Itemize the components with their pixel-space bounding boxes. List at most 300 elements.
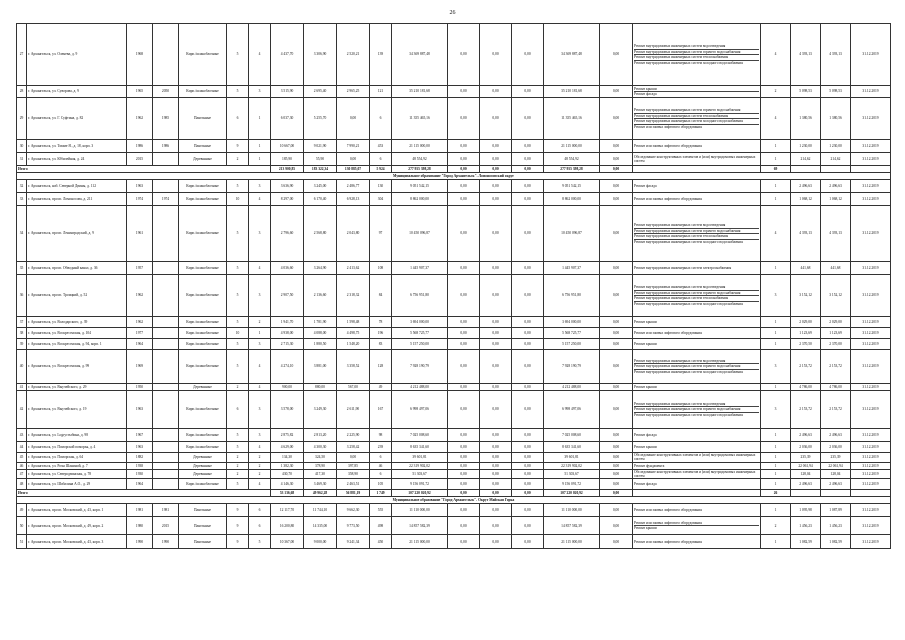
cell-cost: 1 445 907,37: [392, 262, 448, 275]
work-item: Ремонт внутридомовых инженерных систем горячего водоснабжения: [634, 108, 759, 114]
cell-f2: 0,00: [480, 462, 512, 469]
cell-f5: 0,00: [600, 275, 633, 317]
cell-a3: 2 486,77: [337, 180, 370, 193]
cell-f1: 0,00: [448, 193, 480, 206]
cell-year1: 1961: [127, 206, 153, 262]
cell-cost: 21 115 000,00: [392, 140, 448, 153]
cell-f4: 22 319 902,02: [544, 462, 600, 469]
cell-f3: 0,00: [512, 193, 544, 206]
work-item: Ремонт внутридомовых инженерных систем теплоснабжения: [634, 114, 759, 120]
cell-f5: 0,00: [600, 193, 633, 206]
cell-no: 33: [17, 193, 27, 206]
cell-date: 31.12.2019: [851, 479, 891, 490]
cell-addr: г. Архангельск, просп. Ленинградский, д. 9: [27, 206, 127, 262]
cell-f5: 0,00: [600, 384, 633, 391]
cell-fl: 9: [227, 504, 249, 517]
cell-a2: 3 469,30: [304, 479, 337, 490]
cell-f1: 0,00: [448, 140, 480, 153]
cell-no: 37: [17, 317, 27, 328]
cell-a2: 3 245,00: [304, 180, 337, 193]
cell-year1: 1962: [127, 317, 153, 328]
cell-lim: 2 153,72: [821, 350, 851, 384]
cell-lim: 22 061,94: [821, 462, 851, 469]
cell-cost: 7 928 190,79: [392, 350, 448, 384]
cell-u: 2: [761, 517, 791, 535]
cell-date: 31.12.2019: [851, 317, 891, 328]
cell-f5: 0,00: [600, 317, 633, 328]
cell-f2: 0,00: [480, 442, 512, 453]
cell-cost: 22 319 902,02: [392, 462, 448, 469]
table-row: [17, 429, 891, 442]
work-item: Ремонт внутридомовых инженерных систем холодного водоснабжения: [634, 60, 743, 65]
cell-no: 51: [17, 535, 27, 549]
cell-no: 29: [17, 98, 27, 140]
cell-f1: 0,00: [448, 391, 480, 429]
cell-fl: 5: [227, 24, 249, 86]
cell-addr: г. Архангельск, ул. Воскресенская, д. 94, корп. 1: [27, 339, 127, 350]
cell-date: 31.12.2019: [851, 384, 891, 391]
cell-f2: 0,00: [480, 469, 512, 479]
cell-year1: 1969: [127, 350, 153, 384]
work-item: Ремонт или замена лифтового оборудования: [634, 196, 702, 201]
cell-wall: Кирп./шлакоблочные: [179, 429, 227, 442]
cell-a1: 6 037,30: [271, 98, 304, 140]
table-row: [17, 206, 891, 262]
cell-a1: 1 941,70: [271, 317, 304, 328]
cell-no: 35: [17, 262, 27, 275]
cell-f4: 10 450 096,87: [544, 206, 600, 262]
cell-fl: 5: [227, 86, 249, 98]
work-item: Ремонт внутридомовых инженерных систем холодного водоснабжения: [634, 369, 743, 374]
register-body: [17, 24, 891, 549]
total-cell-f3: 0,00: [512, 490, 544, 497]
cell-year2: [153, 206, 179, 262]
cell-a1: 185,90: [271, 153, 304, 166]
cell-lim: 2 153,72: [821, 391, 851, 429]
cell-fl: 5: [227, 180, 249, 193]
cell-f3: 0,00: [512, 206, 544, 262]
cell-f5: 0,00: [600, 462, 633, 469]
cell-lim: 2 496,63: [821, 429, 851, 442]
cell-date: 31.12.2019: [851, 180, 891, 193]
cell-works: [633, 453, 761, 463]
cell-f5: 0,00: [600, 24, 633, 86]
work-item: Ремонт внутридомовых инженерных систем теплоснабжения: [634, 296, 759, 302]
cell-en: 4: [249, 24, 271, 86]
total-cell-units: 26: [761, 490, 791, 497]
cell-year1: 1974: [127, 193, 153, 206]
cell-f1: 0,00: [448, 384, 480, 391]
cell-addr: г. Архангельск, ул. Володарского, д. 39: [27, 317, 127, 328]
work-item: Ремонт внутридомовых инженерных систем водоотведения: [634, 223, 759, 229]
cell-lim: 2 036,00: [821, 442, 851, 453]
work-item: Ремонт внутридомовых инженерных систем водоотведения: [634, 359, 759, 365]
cell-year2: 1981: [153, 504, 179, 517]
cell-f4: 9 051 542,15: [544, 180, 600, 193]
cell-f1: 0,00: [448, 206, 480, 262]
cell-uc: 1 380,56: [791, 98, 821, 140]
cell-en: 4: [249, 384, 271, 391]
cell-f3: 0,00: [512, 98, 544, 140]
cell-wall: Кирп./шлакоблочные: [179, 339, 227, 350]
cell-works: [633, 206, 761, 262]
cell-uc: 1 123,69: [791, 328, 821, 339]
cell-en: 1: [249, 140, 271, 153]
cell-lim: 214,62: [821, 153, 851, 166]
cell-cost: 9 051 542,15: [392, 180, 448, 193]
cell-fl: 5: [227, 339, 249, 350]
cell-fl: 6: [227, 391, 249, 429]
cell-uc: 2 153,72: [791, 391, 821, 429]
cell-res: 84: [370, 275, 392, 317]
cell-f3: 0,00: [512, 24, 544, 86]
cell-f4: 5 568 725,77: [544, 328, 600, 339]
cell-lim: 1 230,00: [821, 140, 851, 153]
cell-addr: г. Архангельск, ул. Тимме Я., д. 18, корп. 3: [27, 140, 127, 153]
cell-no: 45: [17, 453, 27, 463]
cell-f2: 0,00: [480, 317, 512, 328]
work-item: Ремонт крыши: [634, 526, 657, 531]
cell-works: [633, 317, 761, 328]
cell-f5: 0,00: [600, 328, 633, 339]
cell-works: [633, 24, 761, 86]
cell-f3: 0,00: [512, 317, 544, 328]
cell-f5: 0,00: [600, 442, 633, 453]
cell-u: 4: [761, 24, 791, 86]
cell-f2: 0,00: [480, 275, 512, 317]
total-cell-f1: 0,00: [448, 490, 480, 497]
cell-addr: г. Архангельск, ул. Воскресенская, д. 99: [27, 350, 127, 384]
work-item: Ремонт внутридомовых инженерных систем водоотведения: [634, 402, 759, 408]
cell-f2: 0,00: [480, 429, 512, 442]
cell-f5: 0,00: [600, 206, 633, 262]
table-row: [17, 317, 891, 328]
cell-u: 1: [761, 442, 791, 453]
total-cell-cost: 107 220 020,92: [392, 490, 448, 497]
work-item: Ремонт фасада: [634, 183, 657, 188]
cell-works: [633, 384, 761, 391]
cell-no: 49: [17, 504, 27, 517]
cell-uc: 22 061,94: [791, 462, 821, 469]
cell-year2: [153, 328, 179, 339]
cell-date: 31.12.2019: [851, 275, 891, 317]
cell-a3: 0,00: [337, 153, 370, 166]
cell-f5: 0,00: [600, 86, 633, 98]
total-cell-empty: [821, 490, 851, 497]
cell-year2: [153, 479, 179, 490]
table-row: [17, 535, 891, 549]
cell-fl: 9: [227, 517, 249, 535]
cell-wall: Кирп./шлакоблочные: [179, 317, 227, 328]
cell-uc: 4 393,13: [791, 206, 821, 262]
cell-addr: г. Архангельск, ул. Северодвинская, д. 78: [27, 469, 127, 479]
cell-uc: 214,62: [791, 153, 821, 166]
cell-en: 2: [249, 453, 271, 463]
cell-f2: 0,00: [480, 262, 512, 275]
cell-year1: 1977: [127, 328, 153, 339]
cell-cost: 35 210 181,68: [392, 86, 448, 98]
cell-no: 32: [17, 180, 27, 193]
cell-works: [633, 535, 761, 549]
cell-uc: 1 068,12: [791, 193, 821, 206]
cell-addr: г. Архангельск, просп. Обводный канал, д. 36: [27, 262, 127, 275]
cell-year1: 1962: [127, 98, 153, 140]
cell-a1: 12 117,70: [271, 504, 304, 517]
cell-a3: 0,00: [337, 98, 370, 140]
cell-f2: 0,00: [480, 339, 512, 350]
cell-cost: 9 156 091,72: [392, 479, 448, 490]
cell-f4: 4 212 488,00: [544, 384, 600, 391]
cell-year2: 2015: [153, 517, 179, 535]
cell-fl: 5: [227, 442, 249, 453]
cell-date: 31.12.2019: [851, 153, 891, 166]
total-cell-cost: 277 955 398,28: [392, 166, 448, 173]
cell-cost: 21 115 000,00: [392, 535, 448, 549]
cell-year2: [153, 429, 179, 442]
cell-date: 31.12.2019: [851, 86, 891, 98]
cell-a3: 2 413,62: [337, 262, 370, 275]
cell-works: [633, 86, 761, 98]
cell-a1: 3 636,90: [271, 180, 304, 193]
cell-a2: 4 088,00: [304, 328, 337, 339]
cell-works: [633, 462, 761, 469]
cell-u: 4: [761, 98, 791, 140]
total-row: [17, 490, 891, 497]
cell-date: 31.12.2019: [851, 262, 891, 275]
cell-f5: 0,00: [600, 479, 633, 490]
cell-date: 31.12.2019: [851, 98, 891, 140]
cell-a3: 2 965,25: [337, 86, 370, 98]
cell-cost: 5 568 725,77: [392, 328, 448, 339]
cell-lim: 4 786,00: [821, 384, 851, 391]
cell-f5: 0,00: [600, 504, 633, 517]
cell-wall: Кирп./шлакоблочные: [179, 206, 227, 262]
cell-a3: 2 225,90: [337, 429, 370, 442]
cell-u: 1: [761, 535, 791, 549]
cell-a1: 10 367,00: [271, 535, 304, 549]
total-cell-res: 5 924: [370, 166, 392, 173]
cell-f4: 35 210 181,68: [544, 86, 600, 98]
cell-lim: 1 380,56: [821, 98, 851, 140]
cell-fl: 5: [227, 479, 249, 490]
cell-f2: 0,00: [480, 504, 512, 517]
cell-wall: Кирп./шлакоблочные: [179, 328, 227, 339]
cell-a2: 324,50: [304, 453, 337, 463]
cell-no: 40: [17, 350, 27, 384]
table-row: [17, 193, 891, 206]
table-row: [17, 339, 891, 350]
total-cell-a1: 213 900,85: [271, 166, 304, 173]
cell-res: 98: [370, 429, 392, 442]
cell-uc: 2 029,00: [791, 317, 821, 328]
cell-fl: 5: [227, 350, 249, 384]
cell-date: 31.12.2019: [851, 462, 891, 469]
cell-uc: 1 082,59: [791, 535, 821, 549]
cell-wall: Кирп./шлакоблочные: [179, 442, 227, 453]
cell-no: 36: [17, 275, 27, 317]
cell-u: 2: [761, 86, 791, 98]
cell-a1: 4 036,60: [271, 262, 304, 275]
cell-f2: 0,00: [480, 24, 512, 86]
cell-f1: 0,00: [448, 535, 480, 549]
cell-wall: Панельные: [179, 535, 227, 549]
total-cell-f4: 107 220 020,92: [544, 490, 600, 497]
cell-cost: 14 857 582,39: [392, 517, 448, 535]
cell-a1: 1 382,30: [271, 462, 304, 469]
cell-date: 31.12.2019: [851, 391, 891, 429]
cell-en: 1: [249, 328, 271, 339]
cell-lim: 128,04: [821, 469, 851, 479]
cell-year1: 1963: [127, 442, 153, 453]
cell-a1: 4 629,00: [271, 442, 304, 453]
total-cell-works: [633, 490, 761, 497]
cell-f1: 0,00: [448, 517, 480, 535]
table-row: [17, 391, 891, 429]
cell-a2: 3 881,00: [304, 350, 337, 384]
cell-cost: 4 212 488,00: [392, 384, 448, 391]
cell-f3: 0,00: [512, 517, 544, 535]
cell-f4: 7 025 008,60: [544, 429, 600, 442]
cell-year1: 1980: [127, 517, 153, 535]
cell-works: [633, 339, 761, 350]
cell-u: 3: [761, 350, 791, 384]
cell-a1: 2 715,30: [271, 339, 304, 350]
cell-f3: 0,00: [512, 453, 544, 463]
cell-f3: 0,00: [512, 275, 544, 317]
cell-a2: 2 568,80: [304, 206, 337, 262]
cell-f1: 0,00: [448, 462, 480, 469]
cell-u: 1: [761, 504, 791, 517]
cell-f3: 0,00: [512, 429, 544, 442]
cell-res: 450: [370, 535, 392, 549]
total-cell-empty: [791, 166, 821, 173]
cell-f5: 0,00: [600, 262, 633, 275]
total-cell-a3: 130 885,07: [337, 166, 370, 173]
cell-addr: г. Архангельск, ул. Поморская, д. 64: [27, 453, 127, 463]
cell-date: 31.12.2019: [851, 24, 891, 86]
work-item: Ремонт внутридомовых инженерных систем горячего водоснабжения: [634, 50, 759, 56]
cell-f3: 0,00: [512, 350, 544, 384]
cell-f5: 0,00: [600, 453, 633, 463]
cell-a3: 9 773,50: [337, 517, 370, 535]
cell-u: 1: [761, 153, 791, 166]
cell-u: 1: [761, 317, 791, 328]
total-cell-f1: 0,00: [448, 166, 480, 173]
table-row: [17, 180, 891, 193]
cell-res: 46: [370, 462, 392, 469]
cell-works: [633, 98, 761, 140]
cell-en: 3: [249, 275, 271, 317]
cell-u: 1: [761, 328, 791, 339]
cell-f5: 0,00: [600, 391, 633, 429]
cell-wall: Панельные: [179, 517, 227, 535]
cell-f3: 0,00: [512, 328, 544, 339]
total-cell-empty: [791, 490, 821, 497]
table-row: [17, 262, 891, 275]
cell-a3: 0,00: [337, 453, 370, 463]
cell-f5: 0,00: [600, 339, 633, 350]
cell-f3: 0,00: [512, 153, 544, 166]
cell-lim: 2 370,00: [821, 339, 851, 350]
cell-cost: 34 369 887,48: [392, 24, 448, 86]
cell-u: 1: [761, 384, 791, 391]
work-item: Ремонт крыши: [634, 87, 759, 93]
cell-date: 31.12.2019: [851, 193, 891, 206]
cell-wall: Деревянные: [179, 462, 227, 469]
cell-no: 30: [17, 140, 27, 153]
cell-wall: Деревянные: [179, 469, 227, 479]
cell-a2: 417,30: [304, 469, 337, 479]
table-row: [17, 350, 891, 384]
cell-res: 6: [370, 453, 392, 463]
total-cell-f5: 0,00: [600, 490, 633, 497]
cell-f1: 0,00: [448, 275, 480, 317]
cell-cost: 48 554,92: [392, 153, 448, 166]
cell-en: 1: [249, 153, 271, 166]
cell-f2: 0,00: [480, 479, 512, 490]
cell-u: 4: [761, 206, 791, 262]
work-item: Ремонт внутридомовых инженерных систем холодного водоснабжения: [634, 239, 743, 244]
cell-wall: Кирп./шлакоблочные: [179, 193, 227, 206]
cell-a3: 3 358,52: [337, 350, 370, 384]
cell-year2: [153, 391, 179, 429]
cell-year2: [153, 275, 179, 317]
cell-year2: [153, 453, 179, 463]
cell-wall: Кирп./шлакоблочные: [179, 262, 227, 275]
cell-f4: 39 601,81: [544, 453, 600, 463]
cell-year1: 1964: [127, 339, 153, 350]
cell-fl: 6: [227, 98, 249, 140]
cell-addr: г. Архангельск, ул. Шабалина А.О., д. 29: [27, 479, 127, 490]
cell-addr: г. Архангельск, ул. Юбилейная, д. 24: [27, 153, 127, 166]
work-item: Ремонт фасада: [634, 92, 657, 97]
cell-en: 3: [249, 86, 271, 98]
cell-en: 4: [249, 262, 271, 275]
cell-no: 39: [17, 339, 27, 350]
work-item: Ремонт или замена лифтового оборудования: [634, 330, 702, 335]
cell-cost: 6 756 951,80: [392, 275, 448, 317]
cell-f4: 9 156 091,72: [544, 479, 600, 490]
cell-f3: 0,00: [512, 479, 544, 490]
cell-u: 3: [761, 391, 791, 429]
cell-f2: 0,00: [480, 180, 512, 193]
cell-f3: 0,00: [512, 504, 544, 517]
cell-year2: [153, 317, 179, 328]
table-row: [17, 462, 891, 469]
cell-wall: Кирп./шлакоблочные: [179, 479, 227, 490]
cell-a2: 1 781,90: [304, 317, 337, 328]
table-row: [17, 328, 891, 339]
cell-f2: 0,00: [480, 391, 512, 429]
cell-res: 97: [370, 206, 392, 262]
cell-cost: 39 601,81: [392, 453, 448, 463]
cell-wall: Кирп./шлакоблочные: [179, 275, 227, 317]
table-row: [17, 469, 891, 479]
cell-date: 31.12.2019: [851, 517, 891, 535]
cell-a2: 3 249,30: [304, 391, 337, 429]
cell-fl: 5: [227, 262, 249, 275]
cell-f3: 0,00: [512, 140, 544, 153]
cell-uc: 2 370,50: [791, 339, 821, 350]
cell-a3: 9 241,34: [337, 535, 370, 549]
cell-year2: [153, 180, 179, 193]
cell-no: 44: [17, 442, 27, 453]
cell-a1: 4 274,10: [271, 350, 304, 384]
cell-en: 1: [249, 98, 271, 140]
page-number: 26: [449, 10, 456, 16]
cell-cost: 6 998 497,06: [392, 391, 448, 429]
total-cell-a3: 56 881,19: [337, 490, 370, 497]
